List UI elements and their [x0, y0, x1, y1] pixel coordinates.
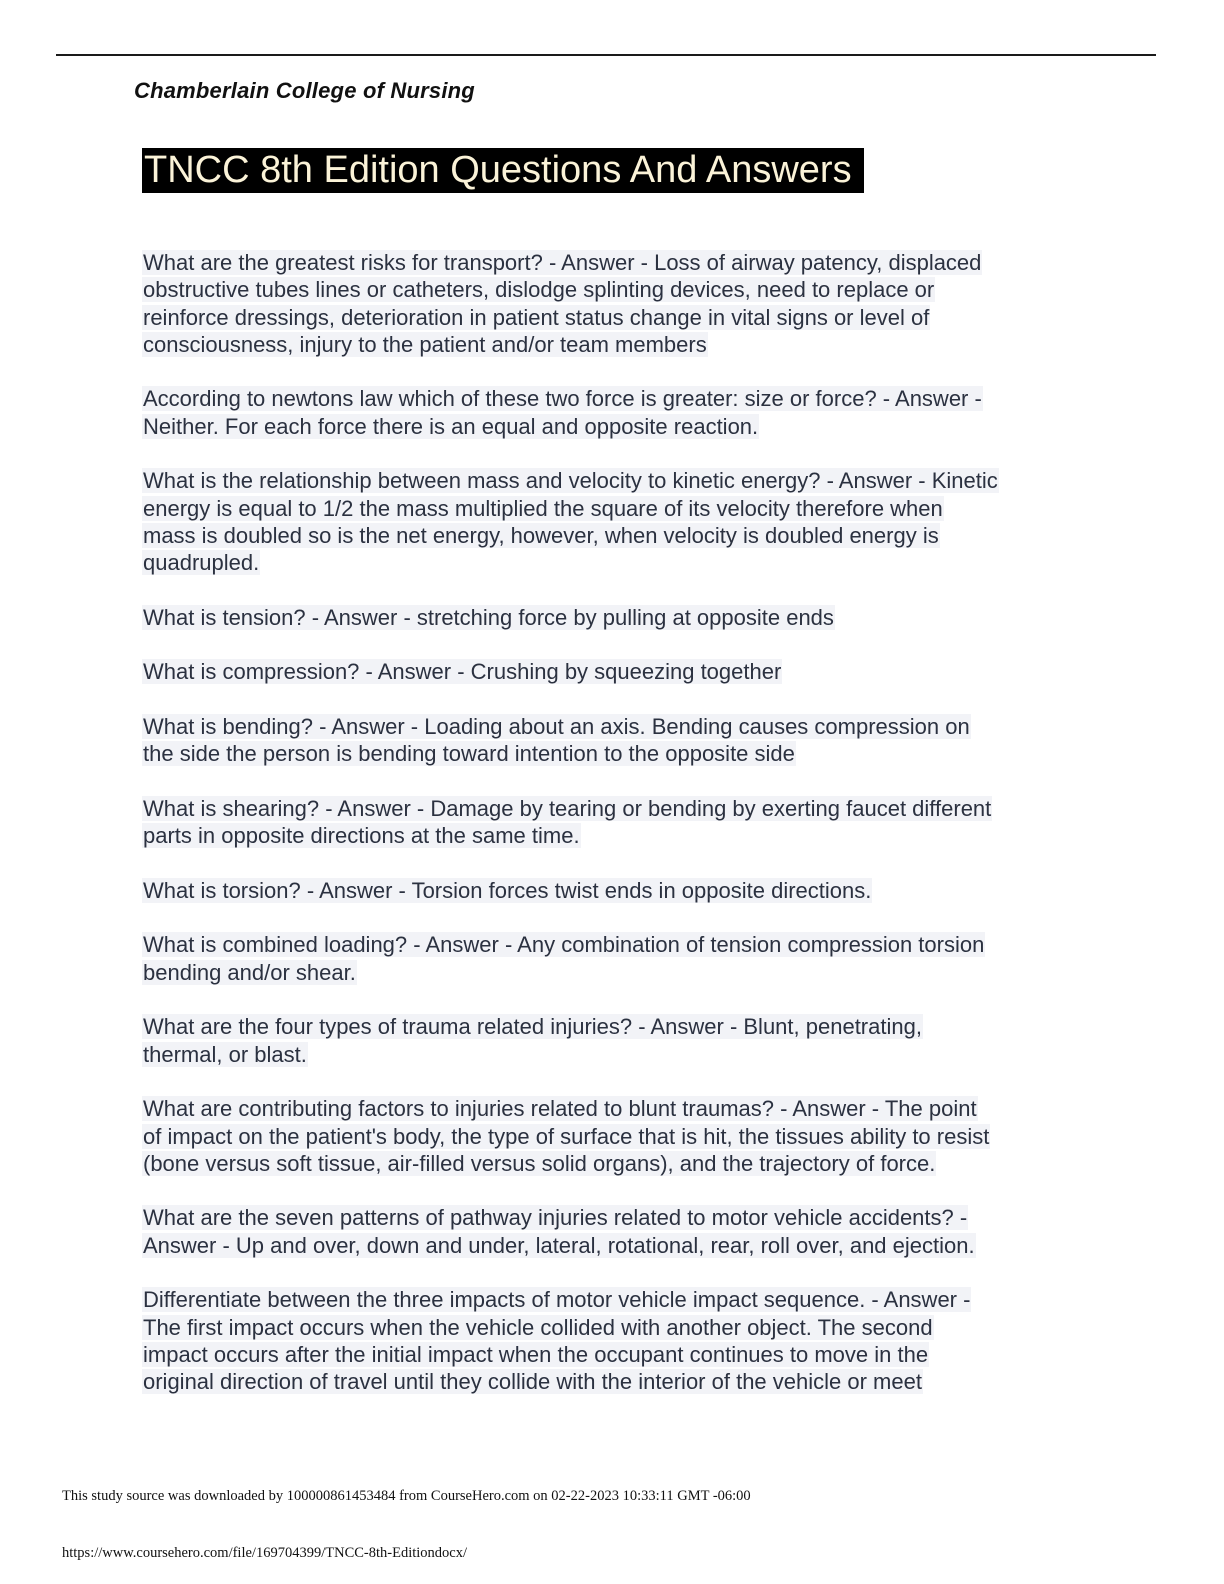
qa-item — [142, 467, 1082, 576]
source-url-link[interactable]: https://www.coursehero.com/file/169704399/TNCC-8th-Editiondocx/ — [62, 1545, 468, 1561]
qa-text: What is bending? - Answer - Loading about an axis. Bending causes compression on the side the person is bending toward intention to the opposite side — [143, 714, 970, 767]
qa-text: What is compression? - Answer - Crushing by squeezing together — [143, 659, 782, 685]
qa-text: What is torsion? - Answer - Torsion forces twist ends in opposite directions. — [143, 877, 872, 903]
qa-item — [142, 931, 1082, 986]
qa-item — [142, 1286, 1082, 1395]
qa-text: What is combined loading? - Answer - Any combination of tension compression torsion bending and/or shear. — [143, 932, 985, 985]
header-rule — [56, 54, 1156, 56]
qa-text: What are the four types of trauma related injuries? - Answer - Blunt, penetrating, thermal, or blast. — [143, 1014, 922, 1067]
qa-item — [142, 795, 1082, 850]
qa-item — [142, 1204, 1082, 1259]
qa-item — [142, 1095, 1082, 1177]
qa-text: What is tension? - Answer - stretching force by pulling at opposite ends — [143, 604, 834, 630]
qa-item — [142, 604, 1082, 631]
qa-text: What are the greatest risks for transport? - Answer - Loss of airway patency, displaced obstructive tubes lines or catheters, dislodge splinting devices, need to replace or reinforce dressings, deterioration in patient status change in vital signs or level of consciousness, injury to the patient and/or team members — [143, 250, 982, 357]
qa-text: Differentiate between the three impacts of motor vehicle impact sequence. - Answer - The first impact occurs when the vehicle collided with another object. The second impact occurs after the initial impact when the occupant continues to move in the original direction of travel until they collide with the interior of the vehicle or meet — [143, 1287, 971, 1395]
qa-item — [142, 385, 1082, 440]
document-title: TNCC 8th Edition Questions And Answers — [142, 148, 864, 193]
qa-item — [142, 713, 1082, 768]
qa-item — [142, 249, 1082, 358]
qa-text: What is the relationship between mass and velocity to kinetic energy? - Answer - Kinetic energy is equal to 1/2 the mass multiplied the square of its velocity therefore when mass is doubled so is the net energy, however, when velocity is doubled energy is quadrupled. — [143, 468, 998, 576]
qa-text: What are contributing factors to injuries related to blunt traumas? - Answer - The point of impact on the patient's body, the type of surface that is hit, the tissues ability to resist (bone versus soft tissue, air-filled versus solid organs), and the trajectory of force. — [143, 1096, 990, 1176]
download-notice: This study source was downloaded by 100000861453484 from CourseHero.com on 02-22-2023 10:33:11 GMT -06:00 — [62, 1488, 751, 1504]
qa-item — [142, 1013, 1082, 1068]
qa-text: According to newtons law which of these two force is greater: size or force? - Answer - Neither. For each force there is an equal and opposite reaction. — [143, 386, 982, 439]
qa-list — [142, 249, 1082, 1423]
qa-item — [142, 658, 1082, 685]
qa-item — [142, 877, 1082, 904]
qa-text: What is shearing? - Answer - Damage by tearing or bending by exerting faucet different parts in opposite directions at the same time. — [143, 795, 992, 849]
qa-text: What are the seven patterns of pathway injuries related to motor vehicle accidents? - Answer - Up and over, down and under, lateral, rotational, rear, roll over, and ejection. — [143, 1205, 975, 1258]
institution-name: Chamberlain College of Nursing — [134, 78, 475, 103]
